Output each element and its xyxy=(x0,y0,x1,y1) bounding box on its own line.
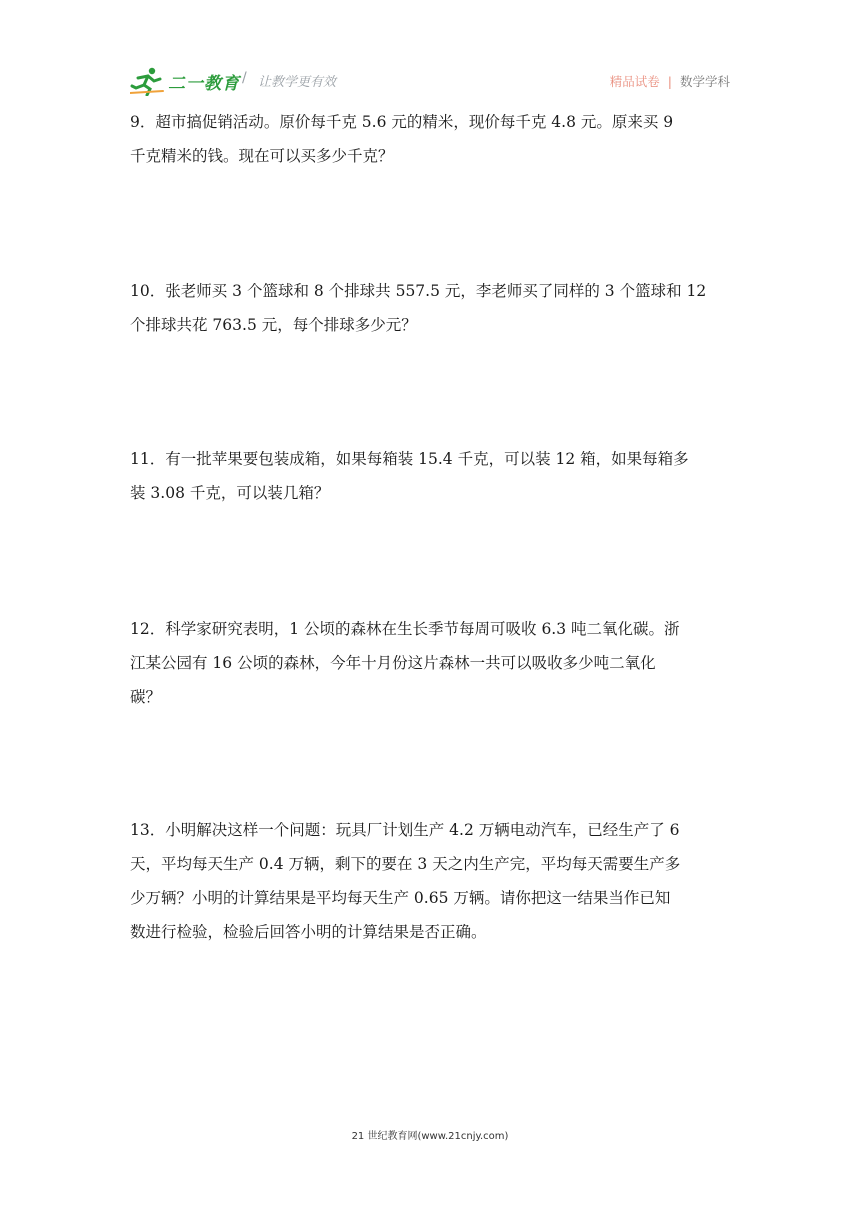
runner-logo-icon xyxy=(130,66,164,96)
question-10 xyxy=(130,274,730,342)
question-9 xyxy=(130,105,730,173)
question-line: 装 3.08 千克，可以装几箱？ xyxy=(130,484,330,502)
header-label-quality: 精品试卷 xyxy=(609,74,660,89)
question-line: 少万辆？小明的计算结果是平均每天生产 0.65 万辆。请你把这一结果当作已知 xyxy=(130,889,671,907)
logo-name: 二一教育 xyxy=(168,74,240,94)
question-11 xyxy=(130,442,730,510)
question-line: 碳？ xyxy=(130,688,162,706)
question-line: 9．超市搞促销活动。原价每千克 5.6 元的精米，现价每千克 4.8 元。原来买 9 xyxy=(130,113,674,131)
question-line: 12．科学家研究表明，1 公顷的森林在生长季节每周可吸收 6.3 吨二氧化碳。浙 xyxy=(130,620,680,638)
question-12 xyxy=(130,612,730,714)
question-line: 个排球共花 763.5 元，每个排球多少元？ xyxy=(130,316,417,334)
question-line: 10．张老师买 3 个篮球和 8 个排球共 557.5 元，李老师买了同样的 3 个篮球和 12 xyxy=(130,282,707,300)
logo xyxy=(130,64,360,98)
page-header xyxy=(130,64,730,98)
question-line: 千克精米的钱。现在可以买多少千克？ xyxy=(130,147,394,165)
logo-separator: / xyxy=(242,70,247,86)
question-line: 江某公园有 16 公顷的森林，今年十月份这片森林一共可以吸收多少吨二氧化 xyxy=(130,654,656,672)
header-label-subject: 数学学科 xyxy=(679,74,730,89)
header-right xyxy=(610,72,730,90)
header-divider: | xyxy=(667,73,672,89)
page-footer: 21 世纪教育网(www.21cnjy.com) xyxy=(351,1131,509,1142)
question-line: 数进行检验，检验后回答小明的计算结果是否正确。 xyxy=(130,923,487,941)
logo-slogan: 让教学更有效 xyxy=(258,75,337,90)
question-line: 11．有一批苹果要包装成箱，如果每箱装 15.4 千克，可以装 12 箱，如果每箱多 xyxy=(130,450,689,468)
question-line: 天，平均每天生产 0.4 万辆，剩下的要在 3 天之内生产完，平均每天需要生产多 xyxy=(130,855,681,873)
question-line: 13．小明解决这样一个问题：玩具厂计划生产 4.2 万辆电动汽车，已经生产了 6 xyxy=(130,821,680,839)
question-13 xyxy=(130,813,730,949)
